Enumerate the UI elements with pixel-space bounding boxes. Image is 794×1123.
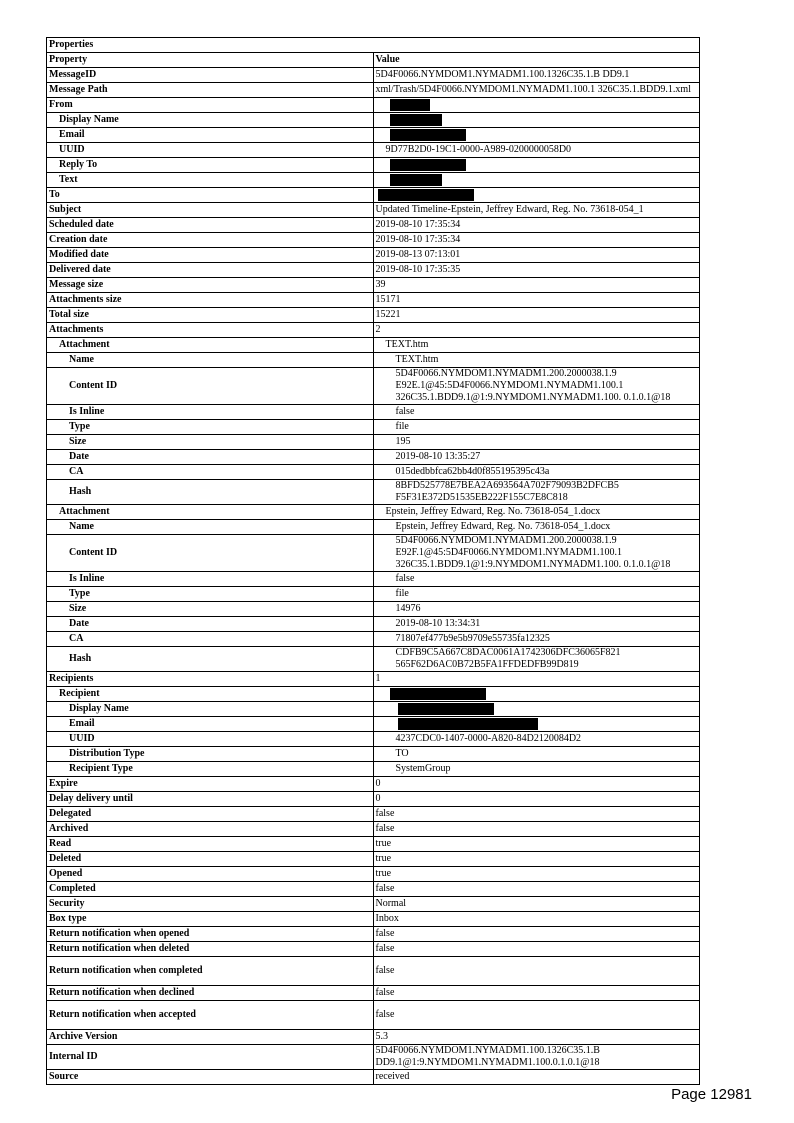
property-row	[47, 218, 700, 233]
property-name: Display Name	[47, 113, 374, 128]
property-name: Recipients	[47, 672, 374, 687]
property-value: true	[373, 837, 700, 852]
property-value: false	[373, 405, 700, 420]
property-row	[47, 248, 700, 263]
property-name: Read	[47, 837, 374, 852]
property-row	[47, 747, 700, 762]
property-value: 8BFD525778E7BEA2A693564A702F79093B2DFCB5 F5F31E372D51535EB222F155C7E8C818	[373, 480, 700, 505]
property-name: Archive Version	[47, 1030, 374, 1045]
property-value: 5.3	[373, 1030, 700, 1045]
property-value: 14976	[373, 602, 700, 617]
property-name: Type	[47, 587, 374, 602]
redaction-block	[390, 159, 466, 171]
property-row	[47, 777, 700, 792]
redaction-block	[390, 174, 442, 186]
property-row	[47, 233, 700, 248]
property-value: false	[373, 986, 700, 1001]
property-value	[373, 98, 700, 113]
property-row	[47, 158, 700, 173]
property-name: Size	[47, 602, 374, 617]
property-value	[373, 173, 700, 188]
property-name: Return notification when declined	[47, 986, 374, 1001]
property-value: 5D4F0066.NYMDOM1.NYMADM1.100.1326C35.1.B DD9.1@1:9.NYMDOM1.NYMADM1.100.0.1.0.1@18	[373, 1045, 700, 1070]
property-row	[47, 717, 700, 732]
property-row	[47, 632, 700, 647]
property-name: Attachment	[47, 338, 374, 353]
property-row	[47, 323, 700, 338]
value-line: 326C35.1.BDD9.1@1:9.NYMDOM1.NYMADM1.100. 0.1.0.1@18	[395, 559, 671, 570]
property-value	[373, 128, 700, 143]
property-value	[373, 717, 700, 732]
property-value	[373, 702, 700, 717]
property-value: TEXT.htm	[373, 338, 700, 353]
property-name: Deleted	[47, 852, 374, 867]
property-value	[373, 113, 700, 128]
property-name: Date	[47, 617, 374, 632]
property-row	[47, 762, 700, 777]
property-value: 2019-08-10 17:35:34	[373, 218, 700, 233]
value-line: E92F.1@45:5D4F0066.NYMDOM1.NYMADM1.100.1	[395, 547, 622, 558]
property-row	[47, 986, 700, 1001]
property-row	[47, 792, 700, 807]
property-row	[47, 942, 700, 957]
property-value: false	[373, 942, 700, 957]
property-name: Hash	[47, 480, 374, 505]
property-row	[47, 837, 700, 852]
property-row	[47, 852, 700, 867]
property-row	[47, 128, 700, 143]
redaction-block	[398, 703, 494, 715]
property-row	[47, 520, 700, 535]
property-row	[47, 420, 700, 435]
property-row	[47, 1045, 700, 1070]
property-name: Archived	[47, 822, 374, 837]
property-name: Delay delivery until	[47, 792, 374, 807]
property-row	[47, 98, 700, 113]
value-line: 5D4F0066.NYMDOM1.NYMADM1.200.2000038.1.9	[395, 535, 617, 546]
property-row	[47, 203, 700, 218]
property-name: Content ID	[47, 368, 374, 405]
property-name: UUID	[47, 732, 374, 747]
property-name: CA	[47, 632, 374, 647]
property-value: 5D4F0066.NYMDOM1.NYMADM1.100.1326C35.1.B DD9.1	[373, 68, 700, 83]
property-value: CDFB9C5A667C8DAC0061A1742306DFC36065F821 565F62D6AC0B72B5FA1FFDEDFB99D819	[373, 647, 700, 672]
property-value: 2019-08-10 17:35:34	[373, 233, 700, 248]
property-row	[47, 113, 700, 128]
property-row	[47, 912, 700, 927]
redaction-block	[390, 99, 430, 111]
property-value: Value	[373, 53, 700, 68]
redaction-block	[390, 129, 466, 141]
property-name: Recipient Type	[47, 762, 374, 777]
property-row	[47, 807, 700, 822]
property-row	[47, 647, 700, 672]
property-value	[373, 535, 700, 572]
property-value: 2019-08-13 07:13:01	[373, 248, 700, 263]
redaction-block	[390, 114, 442, 126]
property-value	[373, 368, 700, 405]
property-value: 15221	[373, 308, 700, 323]
property-value: TEXT.htm	[373, 353, 700, 368]
property-value: TO	[373, 747, 700, 762]
property-row	[47, 897, 700, 912]
property-name: Modified date	[47, 248, 374, 263]
property-row	[47, 822, 700, 837]
property-value: 2	[373, 323, 700, 338]
property-name: Expire	[47, 777, 374, 792]
property-row	[47, 143, 700, 158]
property-row	[47, 465, 700, 480]
property-value: 2019-08-10 13:34:31	[373, 617, 700, 632]
property-value: 2019-08-10 13:35:27	[373, 450, 700, 465]
property-row	[47, 338, 700, 353]
property-value: 39	[373, 278, 700, 293]
property-name: Is Inline	[47, 572, 374, 587]
property-name: MessageID	[47, 68, 374, 83]
property-name: Email	[47, 128, 374, 143]
property-name: Attachments size	[47, 293, 374, 308]
property-name: Name	[47, 520, 374, 535]
property-name: Return notification when accepted	[47, 1001, 374, 1030]
property-value: Inbox	[373, 912, 700, 927]
property-name: Return notification when opened	[47, 927, 374, 942]
property-name: Name	[47, 353, 374, 368]
property-row	[47, 957, 700, 986]
property-row	[47, 617, 700, 632]
property-row	[47, 263, 700, 278]
property-name: Property	[47, 53, 374, 68]
property-value: false	[373, 957, 700, 986]
property-value: false	[373, 572, 700, 587]
property-value: 1	[373, 672, 700, 687]
property-value: 015dedbbfca62bb4d0f855195395c43a	[373, 465, 700, 480]
property-row	[47, 1070, 700, 1085]
property-row	[47, 278, 700, 293]
property-name: Completed	[47, 882, 374, 897]
property-name: Content ID	[47, 535, 374, 572]
property-value: true	[373, 852, 700, 867]
property-value: false	[373, 1001, 700, 1030]
property-row	[47, 480, 700, 505]
page-number: Page 12981	[671, 1086, 752, 1103]
property-row	[47, 927, 700, 942]
redaction-block	[390, 688, 486, 700]
property-value	[373, 687, 700, 702]
property-row	[47, 38, 700, 53]
property-name: Box type	[47, 912, 374, 927]
property-name: Creation date	[47, 233, 374, 248]
properties-table	[46, 37, 700, 1085]
property-value	[373, 158, 700, 173]
property-value: 71807ef477b9e5b9709e55735fa12325	[373, 632, 700, 647]
property-value: 195	[373, 435, 700, 450]
property-row	[47, 882, 700, 897]
property-value: Normal	[373, 897, 700, 912]
property-value: 2019-08-10 17:35:35	[373, 263, 700, 278]
property-row	[47, 702, 700, 717]
property-name: Delegated	[47, 807, 374, 822]
property-name: To	[47, 188, 374, 203]
property-row	[47, 435, 700, 450]
redaction-block	[378, 189, 474, 201]
property-row	[47, 1001, 700, 1030]
value-line: 326C35.1.BDD9.1@1:9.NYMDOM1.NYMADM1.100. 0.1.0.1@18	[395, 392, 671, 403]
property-name: Hash	[47, 647, 374, 672]
property-row	[47, 687, 700, 702]
property-row	[47, 188, 700, 203]
property-name: Message Path	[47, 83, 374, 98]
property-name: Attachment	[47, 505, 374, 520]
property-name: CA	[47, 465, 374, 480]
property-name: Date	[47, 450, 374, 465]
table-title: Properties	[47, 38, 700, 53]
property-value: SystemGroup	[373, 762, 700, 777]
property-row	[47, 353, 700, 368]
property-row	[47, 450, 700, 465]
property-name: Text	[47, 173, 374, 188]
property-row	[47, 505, 700, 520]
property-row	[47, 173, 700, 188]
property-row	[47, 405, 700, 420]
property-row	[47, 672, 700, 687]
property-name: Subject	[47, 203, 374, 218]
property-name: From	[47, 98, 374, 113]
property-name: Size	[47, 435, 374, 450]
property-value: true	[373, 867, 700, 882]
property-value: 0	[373, 777, 700, 792]
property-name: Display Name	[47, 702, 374, 717]
property-row	[47, 368, 700, 405]
property-row	[47, 308, 700, 323]
property-name: Return notification when completed	[47, 957, 374, 986]
property-value: false	[373, 882, 700, 897]
property-value: false	[373, 807, 700, 822]
property-name: Attachments	[47, 323, 374, 338]
property-value: xml/Trash/5D4F0066.NYMDOM1.NYMADM1.100.1 326C35.1.BDD9.1.xml	[373, 83, 700, 98]
property-name: Return notification when deleted	[47, 942, 374, 957]
property-value: false	[373, 822, 700, 837]
property-row	[47, 68, 700, 83]
property-name: Total size	[47, 308, 374, 323]
property-row	[47, 587, 700, 602]
property-value: file	[373, 420, 700, 435]
property-name: Type	[47, 420, 374, 435]
property-name: Email	[47, 717, 374, 732]
property-row	[47, 602, 700, 617]
property-value: Epstein, Jeffrey Edward, Reg. No. 73618-054_1.docx	[373, 505, 700, 520]
redaction-block	[398, 718, 538, 730]
property-row	[47, 83, 700, 98]
property-name: Recipient	[47, 687, 374, 702]
property-value: 4237CDC0-1407-0000-A820-84D2120084D2	[373, 732, 700, 747]
property-name: Distribution Type	[47, 747, 374, 762]
property-value: Updated Timeline-Epstein, Jeffrey Edward, Reg. No. 73618-054_1	[373, 203, 700, 218]
property-value: 9D77B2D0-19C1-0000-A989-0200000058D0	[373, 143, 700, 158]
property-value: 15171	[373, 293, 700, 308]
property-name: Scheduled date	[47, 218, 374, 233]
property-row	[47, 867, 700, 882]
property-row	[47, 732, 700, 747]
property-value	[373, 188, 700, 203]
property-name: Internal ID	[47, 1045, 374, 1070]
property-name: Delivered date	[47, 263, 374, 278]
property-row	[47, 1030, 700, 1045]
property-value: Epstein, Jeffrey Edward, Reg. No. 73618-054_1.docx	[373, 520, 700, 535]
property-value: false	[373, 927, 700, 942]
property-name: Security	[47, 897, 374, 912]
property-value: file	[373, 587, 700, 602]
value-line: 5D4F0066.NYMDOM1.NYMADM1.200.2000038.1.9	[395, 368, 617, 379]
property-row	[47, 293, 700, 308]
property-name: Opened	[47, 867, 374, 882]
property-row	[47, 572, 700, 587]
property-name: Message size	[47, 278, 374, 293]
property-name: Is Inline	[47, 405, 374, 420]
property-name: UUID	[47, 143, 374, 158]
property-value: received	[373, 1070, 700, 1085]
property-row	[47, 53, 700, 68]
property-value: 0	[373, 792, 700, 807]
property-name: Reply To	[47, 158, 374, 173]
property-row	[47, 535, 700, 572]
value-line: E92E.1@45:5D4F0066.NYMDOM1.NYMADM1.100.1	[395, 380, 624, 391]
property-name: Source	[47, 1070, 374, 1085]
